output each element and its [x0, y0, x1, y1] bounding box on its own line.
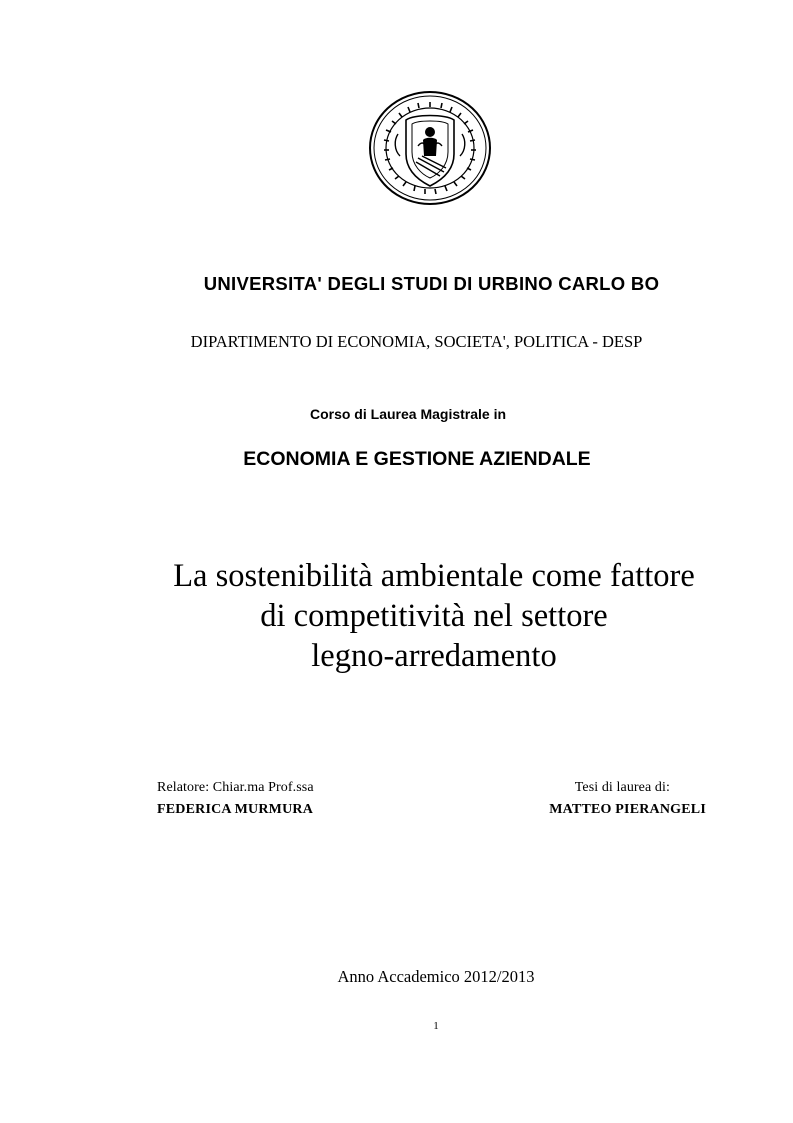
- university-name: UNIVERSITA' DEGLI STUDI DI URBINO CARLO BO: [203, 273, 660, 294]
- page-number: 1: [433, 1020, 439, 1032]
- thesis-title-line: legno-arredamento: [311, 638, 557, 674]
- author-block: [516, 777, 706, 821]
- academic-year: Anno Accademico 2012/2013: [337, 967, 535, 986]
- thesis-title-line: di competitività nel settore: [260, 598, 608, 634]
- supervisor-name: FEDERICA MURMURA: [157, 802, 314, 817]
- supervisor-block: [157, 777, 314, 821]
- thesis-title-line: La sostenibilità ambientale come fattore: [173, 558, 695, 594]
- university-seal-icon: [368, 90, 492, 206]
- author-role: Tesi di laurea di:: [574, 780, 670, 795]
- course-name: ECONOMIA E GESTIONE AZIENDALE: [243, 448, 591, 470]
- supervisor-role: Relatore: Chiar.ma Prof.ssa: [157, 780, 314, 795]
- course-intro: Corso di Laurea Magistrale in: [309, 406, 507, 422]
- author-name: MATTEO PIERANGELI: [549, 802, 706, 817]
- thesis-title: [0, 556, 793, 676]
- department-name: DIPARTIMENTO DI ECONOMIA, SOCIETA', POLITICA - DESP: [190, 332, 643, 351]
